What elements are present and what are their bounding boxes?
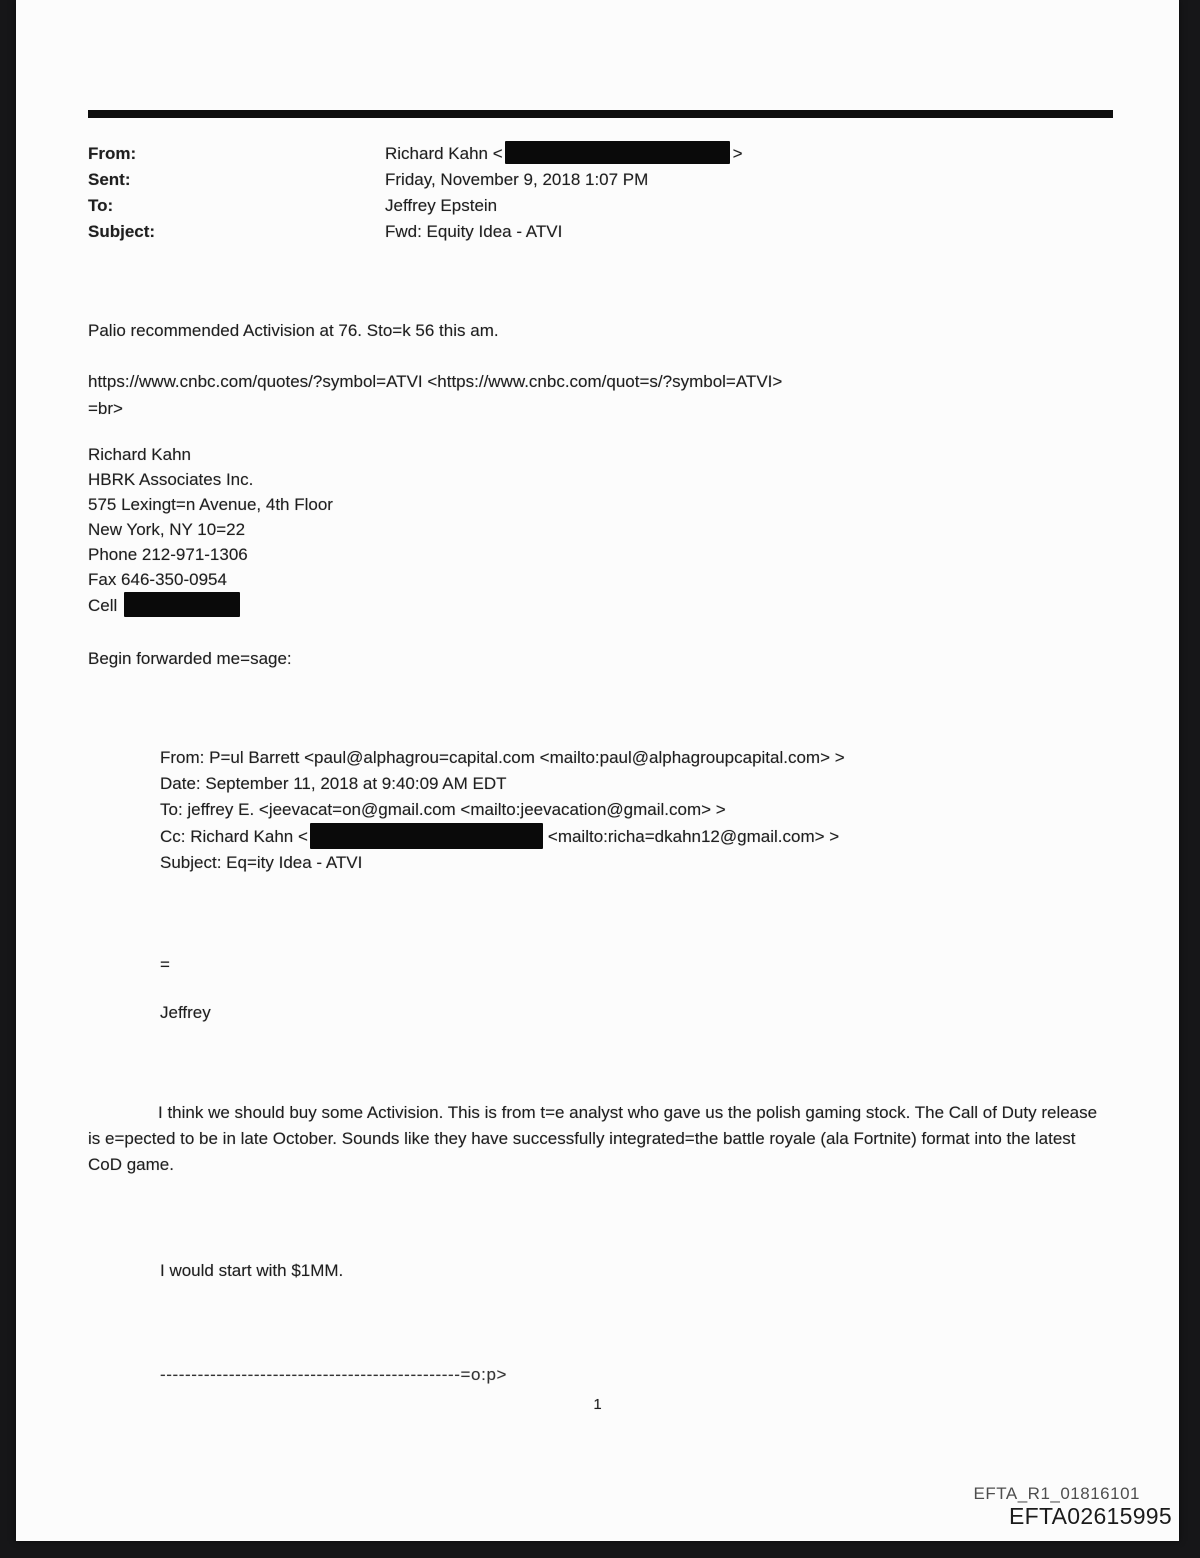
signature-fax: Fax 646-350-0954 [88, 570, 227, 589]
signature-city: New York, NY 10=22 [88, 520, 246, 539]
url-line-1: https://www.cnbc.com/quotes/?symbol=ATVI <https://www.cnbc.com/quot=s/?symbol=ATVI> [88, 372, 783, 391]
amount-line: I would start with $1MM. [160, 1261, 344, 1280]
equals-artifact: = [160, 955, 170, 974]
forwarded-date-line: Date: September 11, 2018 at 9:40:09 AM EDT [160, 774, 507, 793]
email-header [88, 141, 743, 245]
body-intro-line: Palio recommended Activision at 76. Sto=k 56 this am. [88, 321, 499, 340]
signature-company: HBRK Associates Inc. [88, 470, 254, 489]
from-value-prefix: Richard Kahn < [385, 144, 503, 163]
signature-cell-line [88, 592, 333, 618]
redaction-bar [505, 141, 730, 164]
from-value [385, 141, 743, 167]
forwarded-header [160, 745, 845, 876]
to-value: Jeffrey Epstein [385, 196, 498, 215]
url-line-2: =br> [88, 399, 123, 418]
cell-label: Cell [88, 596, 118, 615]
divider-artifact-line: ------------------------------------------------=o:p> [160, 1365, 508, 1384]
forwarded-cc-line [160, 823, 845, 850]
signature-phone: Phone 212-971-1306 [88, 545, 248, 564]
header-divider-rule [88, 110, 1113, 118]
bates-stamp-large: EFTA02615995 [1008, 1503, 1172, 1529]
forwarded-subject-line: Subject: Eq=ity Idea - ATVI [160, 853, 363, 872]
subject-value: Fwd: Equity Idea - ATVI [385, 222, 563, 241]
page-number: 1 [593, 1396, 602, 1413]
greeting-line: Jeffrey [160, 1003, 211, 1022]
signature-name: Richard Kahn [88, 445, 192, 464]
redaction-bar [124, 592, 240, 617]
forwarded-from-line: From: P=ul Barrett <paul@alphagrou=capital.com <mailto:paul@alphagroupcapital.com> > [160, 748, 845, 767]
sent-label: Sent: [88, 170, 131, 189]
cc-prefix: Cc: Richard Kahn < [160, 827, 308, 846]
scanned-page [16, 0, 1179, 1541]
from-value-suffix: > [732, 144, 743, 163]
cc-suffix: <mailto:richa=dkahn12@gmail.com> > [547, 827, 840, 846]
begin-forwarded-line: Begin forwarded me=sage: [88, 649, 292, 668]
header-row-to [88, 193, 743, 219]
redaction-bar [310, 823, 543, 849]
signature-block [88, 442, 333, 618]
header-row-subject [88, 219, 743, 245]
header-row-from [88, 141, 743, 167]
url-block [88, 368, 782, 422]
header-row-sent [88, 167, 743, 193]
to-label: To: [88, 196, 114, 215]
signature-street: 575 Lexingt=n Avenue, 4th Floor [88, 495, 333, 514]
sent-value: Friday, November 9, 2018 1:07 PM [385, 170, 649, 189]
from-label: From: [88, 144, 137, 163]
subject-label: Subject: [88, 222, 156, 241]
bates-stamp-small: EFTA_R1_01816101 [973, 1484, 1140, 1503]
main-paragraph: I think we should buy some Activision. This is from t=e analyst who gave us the polish gaming stock. The Call of Duty release is e=pected to be in late October. Sounds like they have successfully integrated=the battle royale (ala Fortnite) format into the latest CoD game. [88, 1103, 1098, 1174]
forwarded-to-line: To: jeffrey E. <jeevacat=on@gmail.com <mailto:jeevacation@gmail.com> > [160, 800, 726, 819]
